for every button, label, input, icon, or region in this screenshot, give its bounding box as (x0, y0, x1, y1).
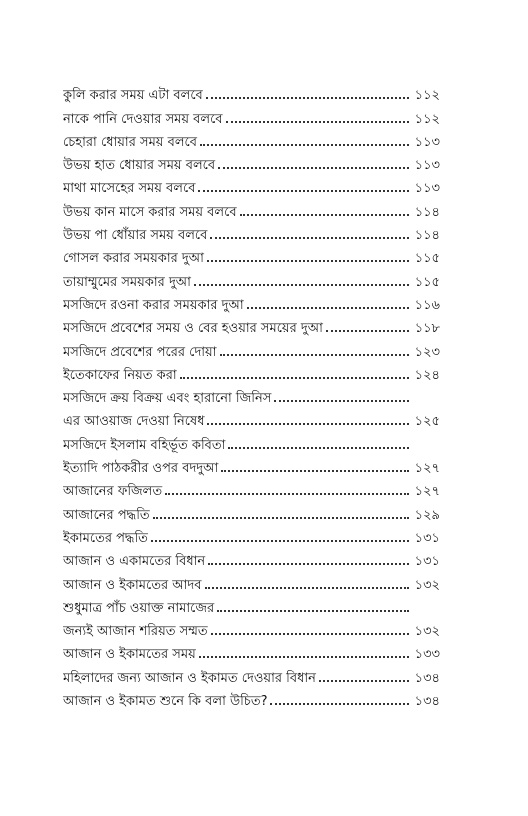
toc-entry-title: আজানের পদ্ধতি (63, 507, 150, 523)
toc-entry-page-number: ১১২ (414, 111, 440, 127)
toc-entry-title: মসজিদে রওনা করার সময়কার দুআ (63, 297, 244, 313)
toc-entry-page-number: ১৩২ (414, 624, 440, 640)
dot-leader (228, 444, 409, 449)
toc-entry-page-number: ১২৯ (414, 507, 440, 523)
toc-entry (63, 546, 440, 569)
toc-entry-title: আজানের ফজিলত (63, 484, 163, 500)
toc-entry-title: উভয় কান মাসে করার সময় বলবে (63, 204, 237, 220)
dot-leader (220, 351, 410, 356)
toc-entry-page-number: ১৩১ (414, 530, 440, 546)
dot-leader (151, 537, 409, 542)
toc-entry-title: গোসল করার সময়কার দুআ (63, 251, 204, 267)
toc-entry-title: তায়াম্মুমের সময়কার দুআ (63, 274, 191, 290)
dot-leader (274, 397, 409, 402)
toc-entry (63, 569, 440, 592)
toc-entry (63, 453, 440, 476)
toc-entry-page-number: ১২৩ (414, 344, 440, 360)
toc-entry-title: উভয় পা ধোঁয়ার সময় বলবে (63, 228, 208, 244)
toc-entry (63, 103, 440, 126)
toc-entry (63, 220, 440, 243)
toc-entry-page-number: ১২৪ (414, 367, 440, 383)
toc-entry (63, 243, 440, 266)
toc-entry (63, 173, 440, 196)
toc-entry-title: এর আওয়াজ দেওয়া নিষেধ (63, 414, 205, 430)
dot-leader (217, 607, 409, 612)
toc-entry-page-number: ১১৩ (414, 158, 440, 174)
dot-leader (210, 234, 409, 239)
toc-entry-title: মসজিদে ইসলাম বহির্ভূত কবিতা (63, 437, 226, 453)
toc-entry-title: জন্যই আজান শরিয়ত সম্মত (63, 624, 208, 640)
toc-entry-title: আজান ও একামতের বিধান (63, 554, 206, 570)
dot-leader (180, 374, 409, 379)
toc-entry-page-number: ১৩৩ (414, 647, 440, 663)
toc-entry-page-number: ১১৪ (414, 204, 440, 220)
toc-entry (63, 499, 440, 522)
toc-entry (63, 406, 440, 429)
toc-entry-title: শুধুমাত্র পাঁচ ওয়াক্ত নামাজের (63, 600, 215, 616)
toc-entry-page-number: ১১৮ (414, 321, 440, 337)
toc-entry-page-number: ১৩৪ (414, 670, 440, 686)
dot-leader (165, 490, 409, 495)
toc-entry-page-number: ১২৭ (414, 484, 440, 500)
toc-entry-page-number: ১২৭ (414, 461, 440, 477)
dot-leader (194, 281, 409, 286)
toc-entry-page-number: ১১৫ (414, 251, 440, 267)
dot-leader (221, 467, 409, 472)
toc-entry (63, 383, 440, 406)
toc-entry-page-number: ১১৪ (414, 228, 440, 244)
dot-leader (199, 653, 409, 658)
dot-leader (319, 677, 409, 682)
dot-leader (206, 94, 409, 99)
toc-entry (63, 616, 440, 639)
dot-leader (207, 420, 409, 425)
toc-entry-page-number: ১১২ (414, 88, 440, 104)
toc-entry (63, 593, 440, 616)
toc-entry-title: ইকামতের পদ্ধতি (63, 530, 148, 546)
toc-entry-title: ইতেকাফের নিয়ত করা (63, 367, 177, 383)
dot-leader (326, 327, 409, 332)
dot-leader (247, 304, 409, 309)
toc-entry-title: আজান ও ইকামতের সময় (63, 647, 196, 663)
dot-leader (198, 187, 409, 192)
toc-entry-page-number: ১১৫ (414, 274, 440, 290)
toc-entry (63, 313, 440, 336)
toc-entry (63, 80, 440, 103)
toc-entry (63, 523, 440, 546)
toc-entry (63, 662, 440, 685)
toc-entry-page-number: ১৩২ (414, 577, 440, 593)
toc-entry-page-number: ১১৬ (414, 297, 440, 313)
dot-leader (218, 164, 409, 169)
table-of-contents (63, 80, 440, 709)
toc-entry-title: আজান ও ইকামত শুনে কি বলা উচিত? (63, 694, 268, 710)
toc-entry (63, 150, 440, 173)
dot-leader (240, 211, 409, 216)
toc-entry (63, 429, 440, 452)
toc-entry-title: উভয় হাত ধোয়ার সময় বলবে (63, 158, 216, 174)
toc-entry-title: মসজিদে ক্রয় বিক্রয় এবং হারানো জিনিস (63, 391, 272, 407)
toc-entry-title: ইত্যাদি পাঠকরীর ওপর বদদুআ (63, 461, 219, 477)
toc-entry-page-number: ১১৩ (414, 181, 440, 197)
dot-leader (211, 630, 409, 635)
toc-entry (63, 290, 440, 313)
toc-entry-page-number: ১২৫ (414, 414, 440, 430)
dot-leader (200, 141, 409, 146)
toc-entry (63, 266, 440, 289)
toc-entry-title: মাথা মাসেহের সময় বলবে (63, 181, 196, 197)
dot-leader (208, 560, 409, 565)
dot-leader (226, 118, 409, 123)
toc-entry (63, 686, 440, 709)
toc-entry-title: মহিলাদের জন্য আজান ও ইকামত দেওয়ার বিধান (63, 670, 316, 686)
toc-entry-page-number: ১১৩ (414, 134, 440, 150)
toc-entry (63, 196, 440, 219)
toc-entry-title: নাকে পানি দেওয়ার সময় বলবে (63, 111, 223, 127)
dot-leader (270, 700, 409, 705)
toc-entry (63, 127, 440, 150)
toc-entry-page-number: ১৩৪ (414, 694, 440, 710)
toc-entry (63, 476, 440, 499)
toc-entry-page-number: ১৩১ (414, 554, 440, 570)
toc-entry-title: মসজিদে প্রবেশের পরের দোয়া (63, 344, 217, 360)
toc-entry (63, 639, 440, 662)
dot-leader (205, 584, 410, 589)
toc-entry (63, 336, 440, 359)
toc-entry (63, 360, 440, 383)
toc-entry-title: আজান ও ইকামতের আদব (63, 577, 202, 593)
toc-entry-title: কুলি করার সময় এটা বলবে (63, 88, 203, 104)
toc-entry-title: মসজিদে প্রবেশের সময় ও বের হওয়ার সময়ের দুআ (63, 321, 323, 337)
toc-entry-title: চেহারা ধোয়ার সময় বলবে (63, 134, 197, 150)
dot-leader (153, 514, 409, 519)
dot-leader (207, 257, 409, 262)
